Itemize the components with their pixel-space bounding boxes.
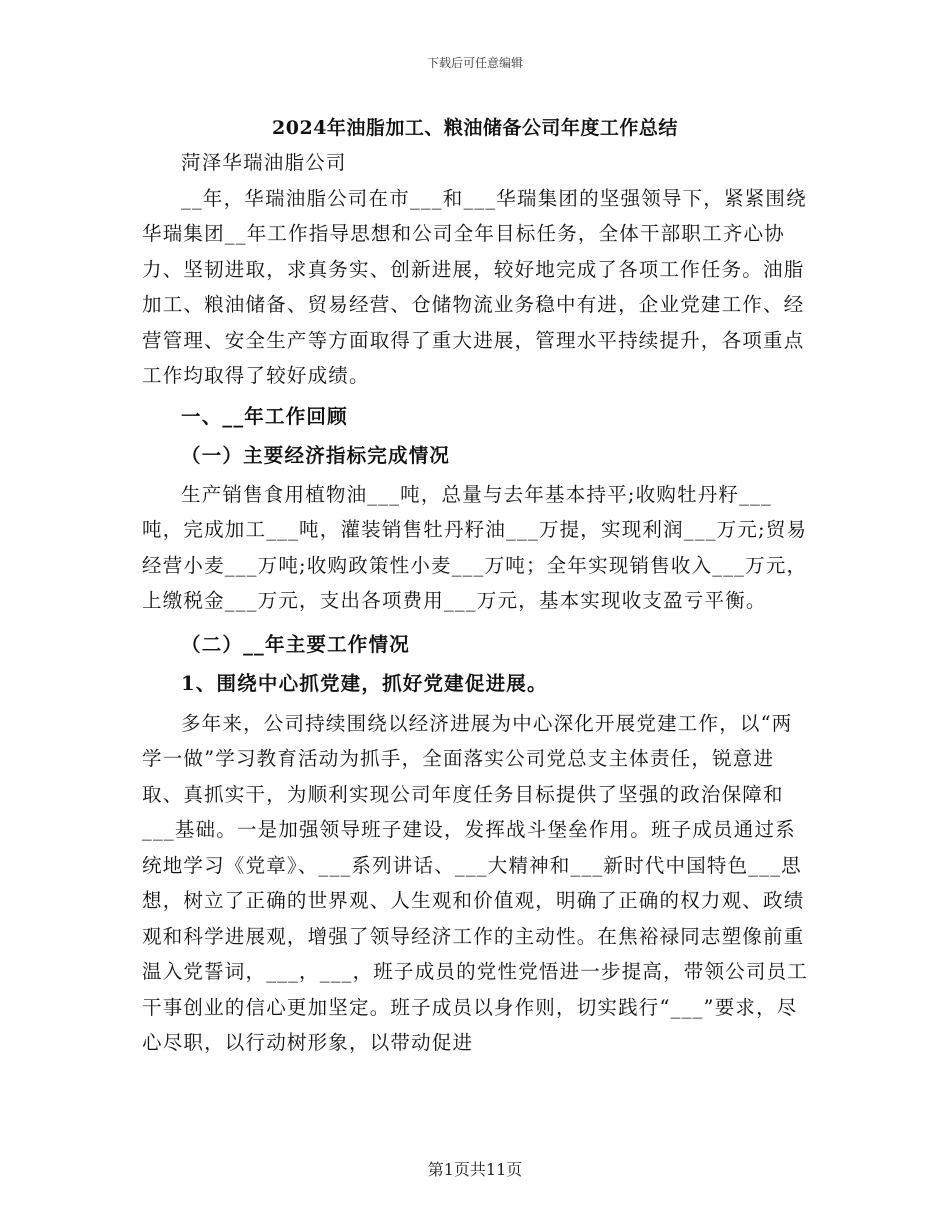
indicators-paragraph: 生产销售食用植物油___吨，总量与去年基本持平;收购牡丹籽___吨，完成加工___吨，灌装销售牡丹籽油___万提，实现利润___万元;贸易经营小麦___万吨;收购政策性小麦___万吨；全年实现销售收入___万元，上缴税金___万元，支出各项费用___万元，基本实现收支盈亏平衡。 xyxy=(142,482,808,612)
section-heading-review: 一、__年工作回顾 xyxy=(181,404,348,428)
document-title: 2024年油脂加工、粮油储备公司年度工作总结 xyxy=(272,117,678,139)
party-building-paragraph: 多年来，公司持续围绕以经济进展为中心深化开展党建工作，以“两学一做”学习教育活动为抓手，全面落实公司党总支主体责任，锐意进取、真抓实干，为顺利实现公司年度任务目标提供了坚强的政治保障和___基础。一是加强领导班子建设，发挥战斗堡垒作用。班子成员通过系统地学习《党章》、___系列讲话、___大精神和___新时代中国特色___思想，树立了正确的世界观、人生观和价值观，明确了正确的权力观、政绩观和科学进展观，增强了领导经济工作的主动性。在焦裕禄同志塑像前重温入党誓词，___，___，班子成员的党性党悟进一步提高，带领公司员工干事创业的信心更加坚定。班子成员以身作则，切实践行“___”要求，尽心尽职，以行动树形象，以带动促进 xyxy=(142,711,809,1054)
intro-paragraph: __年，华瑞油脂公司在市___和___华瑞集团的坚强领导下，紧紧围绕华瑞集团__年工作指导思想和公司全年目标任务，全体干部职工齐心协力、坚韧进取，求真务实、创新进展，较好地完成了各项工作任务。油脂加工、粮油储备、贸易经营、仓储物流业务稳中有进，企业党建工作、经营管理、安全生产等方面取得了重大进展，管理水平持续提升，各项重点工作均取得了较好成绩。 xyxy=(142,186,807,387)
item-heading-party-building: 1、围绕中心抓党建，抓好党建促进展。 xyxy=(181,672,548,695)
company-name: 菏泽华瑞油脂公司 xyxy=(181,151,347,174)
page-header-note: 下载后可任意编辑 xyxy=(426,56,523,70)
document-body xyxy=(142,145,810,1061)
page-number: 第1页共11页 xyxy=(427,1160,523,1179)
subsection-heading-main-work: （二）__年主要工作情况 xyxy=(181,632,410,656)
subsection-heading-indicators: （一）主要经济指标完成情况 xyxy=(181,444,451,467)
